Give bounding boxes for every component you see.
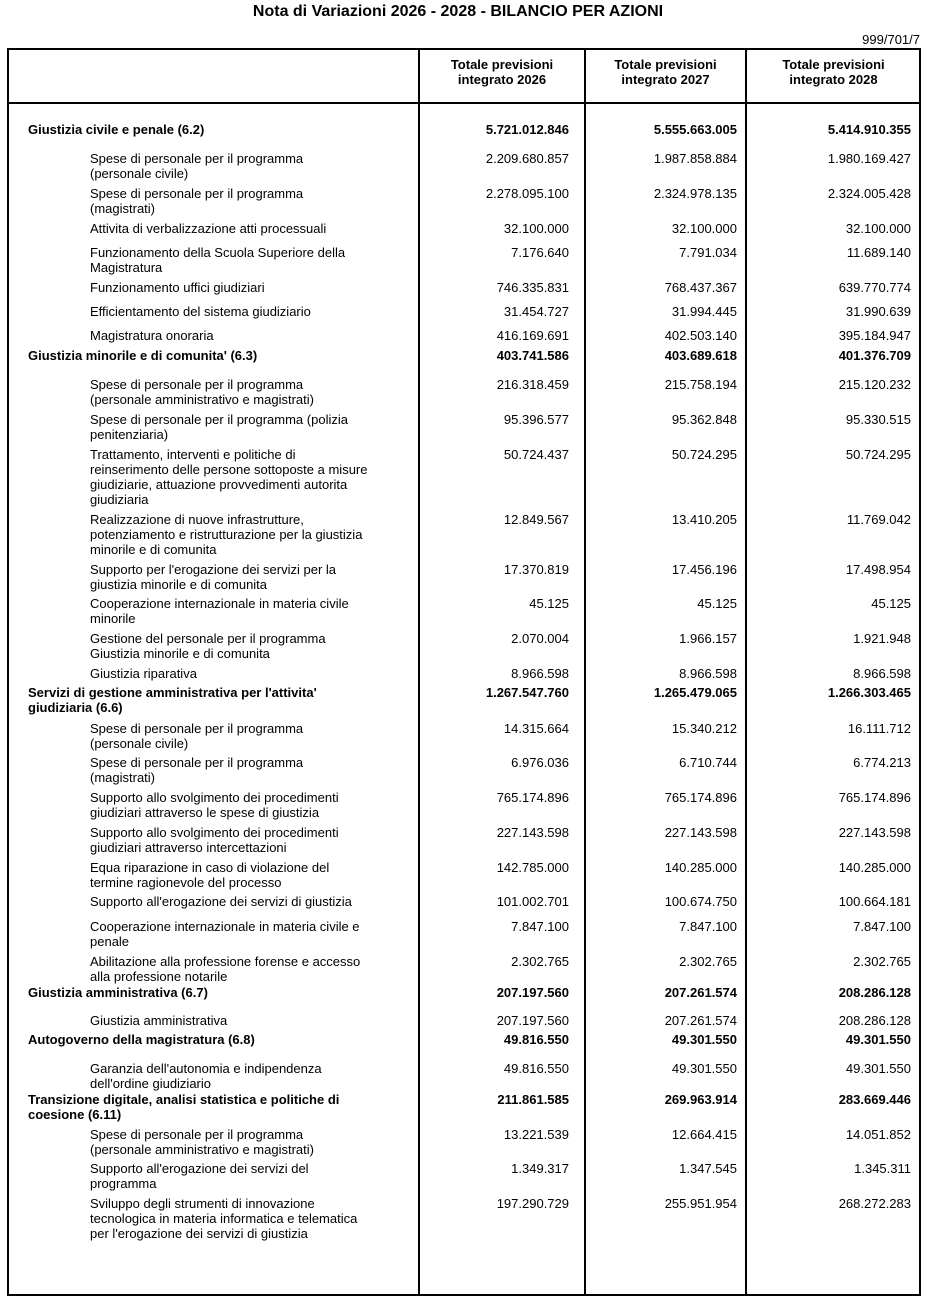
value-2027: 7.791.034 bbox=[679, 245, 737, 260]
value-2028: 395.184.947 bbox=[838, 328, 911, 343]
value-2027: 32.100.000 bbox=[671, 221, 737, 236]
item-label: Attivita di verbalizzazione atti processuali bbox=[90, 221, 327, 236]
value-2026: 1.349.317 bbox=[511, 1161, 569, 1176]
value-2028: 765.174.896 bbox=[838, 790, 911, 805]
value-2026: 142.785.000 bbox=[496, 860, 569, 875]
value-2026: 101.002.701 bbox=[496, 894, 569, 909]
value-2026: 7.847.100 bbox=[511, 919, 569, 934]
item-label: Spese di personale per il programma (personale amministrativo e magistrati) bbox=[90, 377, 314, 407]
value-2026: 45.125 bbox=[529, 596, 569, 611]
item-label: Gestione del personale per il programma Giustizia minorile e di comunita bbox=[90, 631, 326, 661]
column-header-2028: Totale previsioni integrato 2028 bbox=[782, 57, 885, 87]
value-2027: 95.362.848 bbox=[671, 412, 737, 427]
value-2026: 13.221.539 bbox=[503, 1127, 569, 1142]
value-2026: 49.816.550 bbox=[503, 1061, 569, 1076]
item-label: Spese di personale per il programma (personale civile) bbox=[90, 721, 304, 751]
value-2027: 5.555.663.005 bbox=[653, 122, 737, 137]
value-2028: 268.272.283 bbox=[838, 1196, 911, 1211]
section-label: Transizione digitale, analisi statistica e politiche di coesione (6.11) bbox=[28, 1092, 340, 1122]
value-2026: 207.197.560 bbox=[496, 1013, 569, 1028]
value-2028: 1.980.169.427 bbox=[827, 151, 911, 166]
value-2028: 1.266.303.465 bbox=[827, 685, 911, 700]
value-2026: 207.197.560 bbox=[496, 985, 569, 1000]
value-2028: 49.301.550 bbox=[845, 1032, 911, 1047]
value-2028: 215.120.232 bbox=[838, 377, 911, 392]
item-label: Supporto all'erogazione dei servizi del programma bbox=[90, 1161, 309, 1191]
value-2028: 31.990.639 bbox=[845, 304, 911, 319]
value-2028: 2.324.005.428 bbox=[827, 186, 911, 201]
value-2027: 403.689.618 bbox=[664, 348, 737, 363]
value-2027: 207.261.574 bbox=[664, 1013, 737, 1028]
value-2028: 283.669.446 bbox=[838, 1092, 911, 1107]
value-2027: 100.674.750 bbox=[664, 894, 737, 909]
value-2027: 1.347.545 bbox=[679, 1161, 737, 1176]
value-2028: 45.125 bbox=[871, 596, 911, 611]
column-header-2026: Totale previsioni integrato 2026 bbox=[450, 57, 554, 87]
item-label: Magistratura onoraria bbox=[90, 328, 214, 343]
value-2027: 50.724.295 bbox=[671, 447, 737, 462]
value-2026: 14.315.664 bbox=[503, 721, 569, 736]
item-label: Spese di personale per il programma (polizia penitenziaria) bbox=[90, 412, 348, 442]
value-2027: 7.847.100 bbox=[679, 919, 737, 934]
item-label: Supporto allo svolgimento dei procedimenti giudiziari attraverso intercettazioni bbox=[90, 825, 339, 855]
value-2027: 6.710.744 bbox=[679, 755, 737, 770]
value-2027: 17.456.196 bbox=[671, 562, 737, 577]
value-2028: 208.286.128 bbox=[838, 1013, 911, 1028]
value-2028: 16.111.712 bbox=[847, 721, 911, 736]
value-2028: 11.769.042 bbox=[846, 512, 911, 527]
document-code: 999/701/7 bbox=[862, 32, 920, 47]
item-label: Efficientamento del sistema giudiziario bbox=[90, 304, 311, 319]
item-label: Spese di personale per il programma (personale amministrativo e magistrati) bbox=[90, 1127, 314, 1157]
value-2027: 13.410.205 bbox=[671, 512, 737, 527]
item-label: Trattamento, interventi e politiche di reinserimento delle persone sottoposte a misure giudiziarie, attuazione provvedimenti autorita giudiziaria bbox=[90, 447, 368, 507]
section-label: Servizi di gestione amministrativa per l'attivita' giudiziaria (6.6) bbox=[28, 685, 317, 715]
value-2027: 765.174.896 bbox=[664, 790, 737, 805]
value-2026: 197.290.729 bbox=[496, 1196, 569, 1211]
value-2028: 50.724.295 bbox=[845, 447, 911, 462]
item-label: Giustizia amministrativa bbox=[90, 1013, 228, 1028]
value-2027: 255.951.954 bbox=[664, 1196, 737, 1211]
value-2028: 2.302.765 bbox=[853, 954, 911, 969]
value-2026: 49.816.550 bbox=[503, 1032, 569, 1047]
value-2027: 207.261.574 bbox=[664, 985, 737, 1000]
value-2028: 6.774.213 bbox=[853, 755, 911, 770]
page-title: Nota di Variazioni 2026 - 2028 - BILANCIO PER AZIONI bbox=[252, 3, 664, 20]
section-label: Giustizia amministrativa (6.7) bbox=[28, 985, 208, 1000]
value-2028: 49.301.550 bbox=[845, 1061, 911, 1076]
value-2028: 227.143.598 bbox=[838, 825, 911, 840]
value-2026: 12.849.567 bbox=[503, 512, 569, 527]
value-2028: 639.770.774 bbox=[838, 280, 911, 295]
value-2028: 140.285.000 bbox=[838, 860, 911, 875]
value-2026: 211.861.585 bbox=[497, 1092, 569, 1107]
value-2026: 2.209.680.857 bbox=[485, 151, 569, 166]
value-2026: 50.724.437 bbox=[503, 447, 569, 462]
item-label: Funzionamento uffici giudiziari bbox=[90, 280, 265, 295]
item-label: Sviluppo degli strumenti di innovazione tecnologica in materia informatica e telematica per l'erogazione dei servizi di giustizia bbox=[90, 1196, 358, 1241]
section-label: Giustizia civile e penale (6.2) bbox=[28, 122, 205, 137]
item-label: Abilitazione alla professione forense e accesso alla professione notarile bbox=[90, 954, 361, 984]
header-divider bbox=[7, 102, 921, 104]
value-2027: 1.966.157 bbox=[679, 631, 737, 646]
value-2028: 5.414.910.355 bbox=[827, 122, 911, 137]
value-2026: 17.370.819 bbox=[503, 562, 569, 577]
value-2028: 401.376.709 bbox=[838, 348, 911, 363]
value-2026: 746.335.831 bbox=[496, 280, 569, 295]
item-label: Funzionamento della Scuola Superiore della Magistratura bbox=[90, 245, 346, 275]
value-2027: 49.301.550 bbox=[671, 1032, 737, 1047]
value-2026: 1.267.547.760 bbox=[485, 685, 569, 700]
value-2027: 768.437.367 bbox=[664, 280, 737, 295]
item-label: Realizzazione di nuove infrastrutture, potenziamento e ristrutturazione per la giustizia minorile e di comunita bbox=[90, 512, 363, 557]
value-2028: 1.345.311 bbox=[854, 1161, 911, 1176]
item-label: Giustizia riparativa bbox=[90, 666, 197, 681]
value-2026: 2.278.095.100 bbox=[485, 186, 569, 201]
value-2027: 402.503.140 bbox=[664, 328, 737, 343]
value-2027: 1.265.479.065 bbox=[653, 685, 737, 700]
value-2028: 8.966.598 bbox=[853, 666, 911, 681]
item-label: Cooperazione internazionale in materia civile e penale bbox=[90, 919, 360, 949]
value-2027: 140.285.000 bbox=[664, 860, 737, 875]
item-label: Equa riparazione in caso di violazione del termine ragionevole del processo bbox=[90, 860, 330, 890]
value-2026: 6.976.036 bbox=[511, 755, 569, 770]
value-2026: 8.966.598 bbox=[511, 666, 569, 681]
value-2027: 269.963.914 bbox=[664, 1092, 737, 1107]
value-2027: 49.301.550 bbox=[671, 1061, 737, 1076]
value-2027: 2.324.978.135 bbox=[653, 186, 737, 201]
value-2026: 216.318.459 bbox=[496, 377, 569, 392]
value-2028: 17.498.954 bbox=[845, 562, 911, 577]
value-2028: 32.100.000 bbox=[845, 221, 911, 236]
value-2026: 403.741.586 bbox=[496, 348, 569, 363]
item-label: Supporto all'erogazione dei servizi di giustizia bbox=[90, 894, 352, 909]
value-2026: 416.169.691 bbox=[496, 328, 569, 343]
value-2026: 227.143.598 bbox=[496, 825, 569, 840]
value-2027: 45.125 bbox=[697, 596, 737, 611]
item-label: Garanzia dell'autonomia e indipendenza dell'ordine giudiziario bbox=[90, 1061, 322, 1091]
value-2026: 31.454.727 bbox=[503, 304, 569, 319]
item-label: Supporto per l'erogazione dei servizi per la giustizia minorile e di comunita bbox=[90, 562, 337, 592]
value-2027: 215.758.194 bbox=[664, 377, 737, 392]
item-label: Spese di personale per il programma (magistrati) bbox=[90, 755, 304, 785]
value-2026: 2.302.765 bbox=[511, 954, 569, 969]
value-2026: 7.176.640 bbox=[511, 245, 569, 260]
value-2028: 11.689.140 bbox=[846, 245, 911, 260]
value-2028: 1.921.948 bbox=[853, 631, 911, 646]
value-2026: 5.721.012.846 bbox=[485, 122, 569, 137]
item-label: Cooperazione internazionale in materia civile minorile bbox=[90, 596, 349, 626]
value-2027: 8.966.598 bbox=[679, 666, 737, 681]
value-2027: 227.143.598 bbox=[664, 825, 737, 840]
value-2027: 31.994.445 bbox=[671, 304, 737, 319]
value-2028: 7.847.100 bbox=[853, 919, 911, 934]
section-label: Giustizia minorile e di comunita' (6.3) bbox=[28, 348, 258, 363]
value-2026: 2.070.004 bbox=[511, 631, 569, 646]
column-header-2027: Totale previsioni integrato 2027 bbox=[614, 57, 717, 87]
section-label: Autogoverno della magistratura (6.8) bbox=[28, 1032, 255, 1047]
value-2027: 15.340.212 bbox=[671, 721, 737, 736]
value-2027: 2.302.765 bbox=[679, 954, 737, 969]
value-2028: 100.664.181 bbox=[838, 894, 911, 909]
value-2028: 14.051.852 bbox=[845, 1127, 911, 1142]
value-2026: 95.396.577 bbox=[503, 412, 569, 427]
value-2026: 32.100.000 bbox=[503, 221, 569, 236]
value-2027: 12.664.415 bbox=[671, 1127, 737, 1142]
item-label: Spese di personale per il programma (magistrati) bbox=[90, 186, 304, 216]
item-label: Spese di personale per il programma (personale civile) bbox=[90, 151, 304, 181]
value-2027: 1.987.858.884 bbox=[653, 151, 737, 166]
value-2026: 765.174.896 bbox=[496, 790, 569, 805]
item-label: Supporto allo svolgimento dei procedimenti giudiziari attraverso le spese di giustizia bbox=[90, 790, 339, 820]
value-2028: 95.330.515 bbox=[845, 412, 911, 427]
value-2028: 208.286.128 bbox=[838, 985, 911, 1000]
